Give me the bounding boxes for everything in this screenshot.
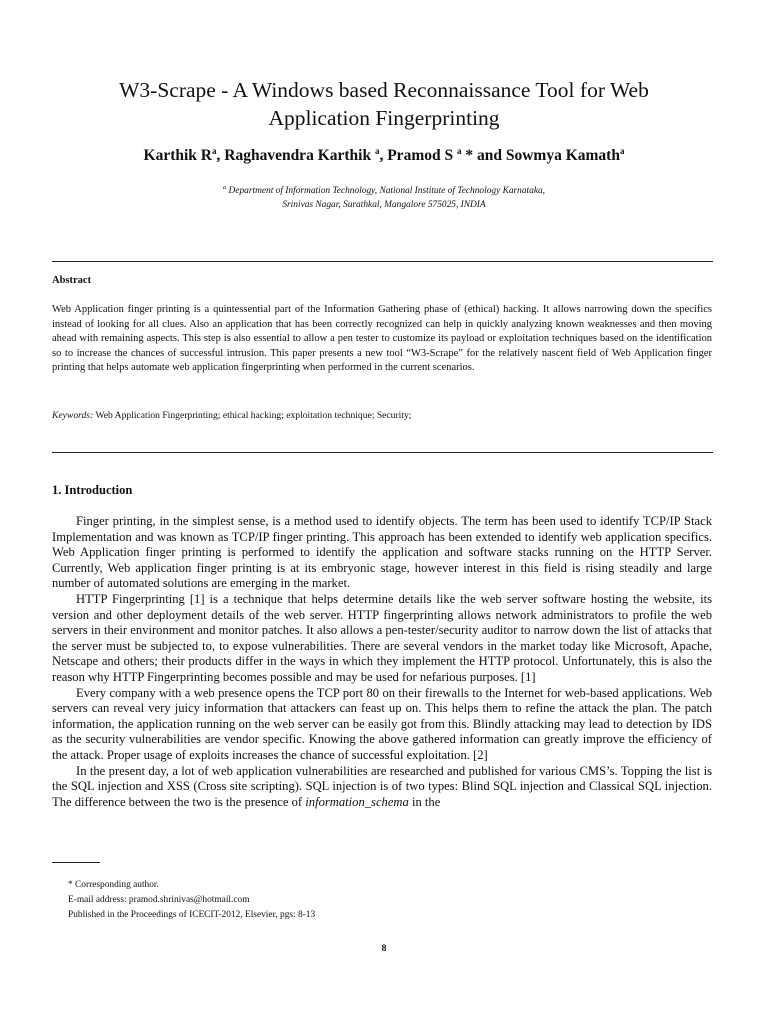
keywords bbox=[52, 410, 411, 421]
abstract-bottom-rule bbox=[52, 452, 713, 453]
author-2: Raghavendra Karthik bbox=[224, 147, 375, 165]
footnote-corresponding: * Corresponding author. bbox=[68, 880, 159, 890]
paragraph bbox=[52, 764, 712, 811]
author-4: Sowmya Kamath bbox=[505, 147, 620, 165]
author-1-affil: a bbox=[212, 146, 217, 156]
paragraph: HTTP Fingerprinting [1] is a technique that helps determine details like the web server software hosting the website, its version and other deployment details of the web server. HTTP fingerprinting allows network administrators to profile the web servers in their environment and monitor patches. It also allows a pen-tester/security auditor to narrow down the list of attacks that the server must be subjected to, to expose vulnerabilities. There are several vendors in the market today like Microsoft, Apache, Netscape and others; their products differ in the ways in which they implement the HTTP protocol. Unfortunately, this is also the reason why HTTP Fingerprinting becomes possible and may be used for nefarious purposes. [1] bbox=[52, 591, 712, 684]
paragraph-text: In the present day, a lot of web application vulnerabilities are researched and published for various CMS’s. Topping the list is the SQL injection and XSS (Cross site scripting). SQL injection is of two types: Blind SQL injection and Classical SQL injection. The difference between the two is the presence of bbox=[52, 763, 712, 809]
page-number: 8 bbox=[381, 943, 387, 954]
paragraph: Every company with a web presence opens the TCP port 80 on their firewalls to the Internet for web-based applications. Web servers can reveal very juicy information that attackers can feast up on. This helps them to refine the attack the plan. The patch information, the application running on the web server can be easily got from this. Blindly attacking may lead to detection by IDS as the security vulnerabilities are vendor specific. Knowing the above gathered information can greatly improve the efficiency of the attack. Proper usage of exploits increases the chance of successful exploitation. [2] bbox=[52, 685, 712, 762]
author-3-affil: a bbox=[456, 146, 462, 156]
author-separator: , bbox=[216, 147, 225, 165]
abstract-text: Web Application finger printing is a quintessential part of the Information Gathering phase of (ethical) hacking. It allows narrowing down the specifics instead of looking for all clues. Also an application that has been correctly recognized can help in quickly analyzing known weaknesses and then moving ahead with remaining aspects. This step is also essential to allow a pen tester to customize its payload or exploitation techniques based on the identification so to increase the chances of successful intrusion. This paper presents a new tool “W3-Scrape” for the relatively nascent field of Web Application finger printing that helps automate web application fingerprinting when performed in the current scenarios. bbox=[52, 304, 712, 373]
author-2-affil: a bbox=[374, 146, 380, 156]
footnote-rule bbox=[52, 862, 100, 863]
footnotes bbox=[68, 878, 315, 923]
author-4-affil: a bbox=[619, 146, 625, 156]
author-1: Karthik R bbox=[143, 147, 212, 165]
keywords-text: Web Application Fingerprinting; ethical hacking; exploitation technique; Security; bbox=[93, 410, 412, 421]
introduction-body bbox=[52, 514, 712, 810]
italic-term: information_schema bbox=[305, 794, 409, 809]
author-3: Pramod S bbox=[387, 147, 457, 165]
title-line-1: W3-Scrape - A Windows based Reconnaissance Tool for Web bbox=[119, 78, 649, 102]
section-heading-introduction: 1. Introduction bbox=[52, 483, 133, 497]
paragraph: Finger printing, in the simplest sense, is a method used to identify objects. The term has been used to identify TCP/IP Stack Implementation and was known as TCP/IP finger printing. This approach has been extended to identify web application specifics. Web Application finger printing is performed to identify the application and software stacks running on the HTTP Server. Currently, Web application finger printing is at its embryonic stage, however interest in this field is rising steadily and large number of automated solutions are emerging in the market. bbox=[52, 514, 712, 591]
affiliation-line-1: Department of Information Technology, National Institute of Technology Karnataka, bbox=[226, 186, 546, 197]
footnote-published: Published in the Proceedings of ICECIT-2012, Elsevier, pgs: 8-13 bbox=[68, 910, 316, 920]
paragraph-text: in the bbox=[408, 794, 441, 809]
abstract-top-rule bbox=[52, 261, 713, 262]
affiliation-sup: a bbox=[222, 184, 227, 191]
corresponding-mark: * bbox=[461, 147, 474, 165]
title-line-2: Application Fingerprinting bbox=[268, 106, 500, 130]
abstract-heading: Abstract bbox=[52, 275, 92, 286]
footnote-email: E-mail address: pramod.shrinivas@hotmail.com bbox=[68, 895, 250, 905]
affiliation-line-2: Srinivas Nagar, Surathkal, Mangalore 575025, INDIA bbox=[282, 200, 486, 211]
affiliation bbox=[120, 181, 648, 212]
author-separator: and bbox=[473, 147, 506, 165]
paper-title bbox=[40, 76, 728, 132]
keywords-label: Keywords: bbox=[52, 410, 94, 421]
author-list bbox=[40, 146, 728, 165]
author-separator: , bbox=[379, 147, 388, 165]
